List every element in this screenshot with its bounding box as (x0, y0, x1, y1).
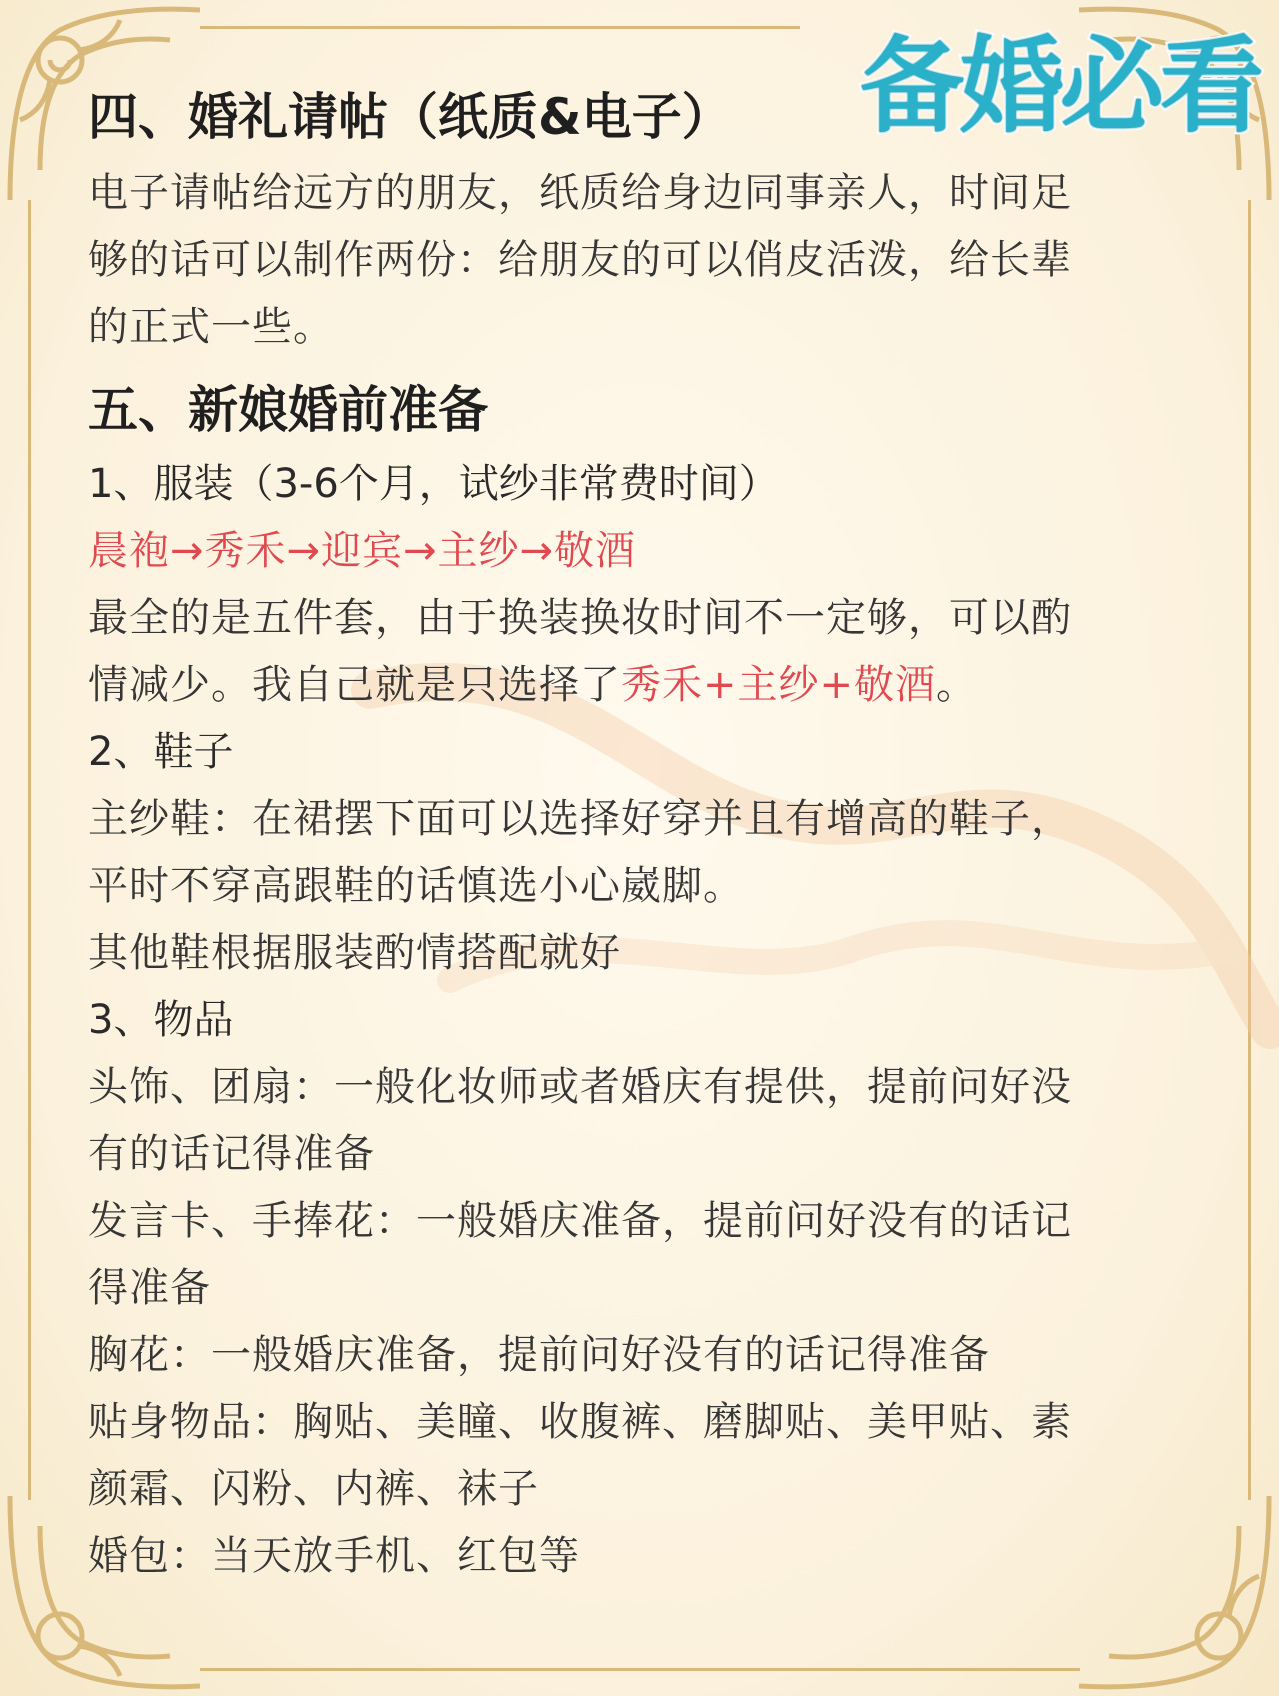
clothing-sequence: 晨袍→秀禾→迎宾→主纱→敬酒 (88, 528, 637, 574)
stamp-title: 备婚必看 (860, 25, 1261, 147)
items-line: 颜霜、闪粉、内裤、袜子 (88, 1466, 539, 1512)
clothing-note-suffix: 。 (936, 662, 978, 708)
section4-title: 四、婚礼请帖（纸质&电子） (88, 88, 732, 146)
frame-left-line (28, 200, 31, 1500)
items-line: 胸花：一般婚庆准备，提前问好没有的话记得准备 (88, 1332, 990, 1378)
article-content (88, 82, 1238, 1590)
items-line: 得准备 (88, 1265, 211, 1311)
shoes-line: 主纱鞋：在裙摆下面可以选择好穿并且有增高的鞋子， (88, 796, 1072, 842)
clothing-highlight: 秀禾+主纱+敬酒 (621, 662, 937, 708)
shoes-line: 其他鞋根据服装酌情搭配就好 (88, 930, 621, 976)
frame-bottom-line (200, 1668, 1080, 1671)
section4-line: 够的话可以制作两份：给朋友的可以俏皮活泼，给长辈 (88, 237, 1072, 283)
items-line: 贴身物品：胸贴、美瞳、收腹裤、磨脚贴、美甲贴、素 (88, 1399, 1072, 1445)
clothing-note-line2 (88, 652, 1238, 719)
section5-title: 五、新娘婚前准备 (88, 381, 488, 439)
shoes-heading: 2、鞋子 (88, 729, 234, 775)
clothing-note-prefix: 情减少。我自己就是只选择了 (88, 662, 621, 708)
frame-top-line (200, 26, 800, 29)
section4-line: 的正式一些。 (88, 304, 334, 350)
shoes-line: 平时不穿高跟鞋的话慎选小心崴脚。 (88, 863, 744, 909)
section4-line: 电子请帖给远方的朋友，纸质给身边同事亲人，时间足 (88, 170, 1072, 216)
items-line: 婚包：当天放手机、红包等 (88, 1533, 580, 1579)
items-heading: 3、物品 (88, 997, 234, 1043)
items-line: 发言卡、手捧花：一般婚庆准备，提前问好没有的话记 (88, 1198, 1072, 1244)
items-line: 有的话记得准备 (88, 1131, 375, 1177)
clothing-note: 最全的是五件套，由于换装换妆时间不一定够，可以酌 (88, 595, 1072, 641)
items-line: 头饰、团扇：一般化妆师或者婚庆有提供，提前问好没 (88, 1064, 1072, 1110)
clothing-heading: 1、服装（3-6个月，试纱非常费时间） (88, 461, 779, 507)
